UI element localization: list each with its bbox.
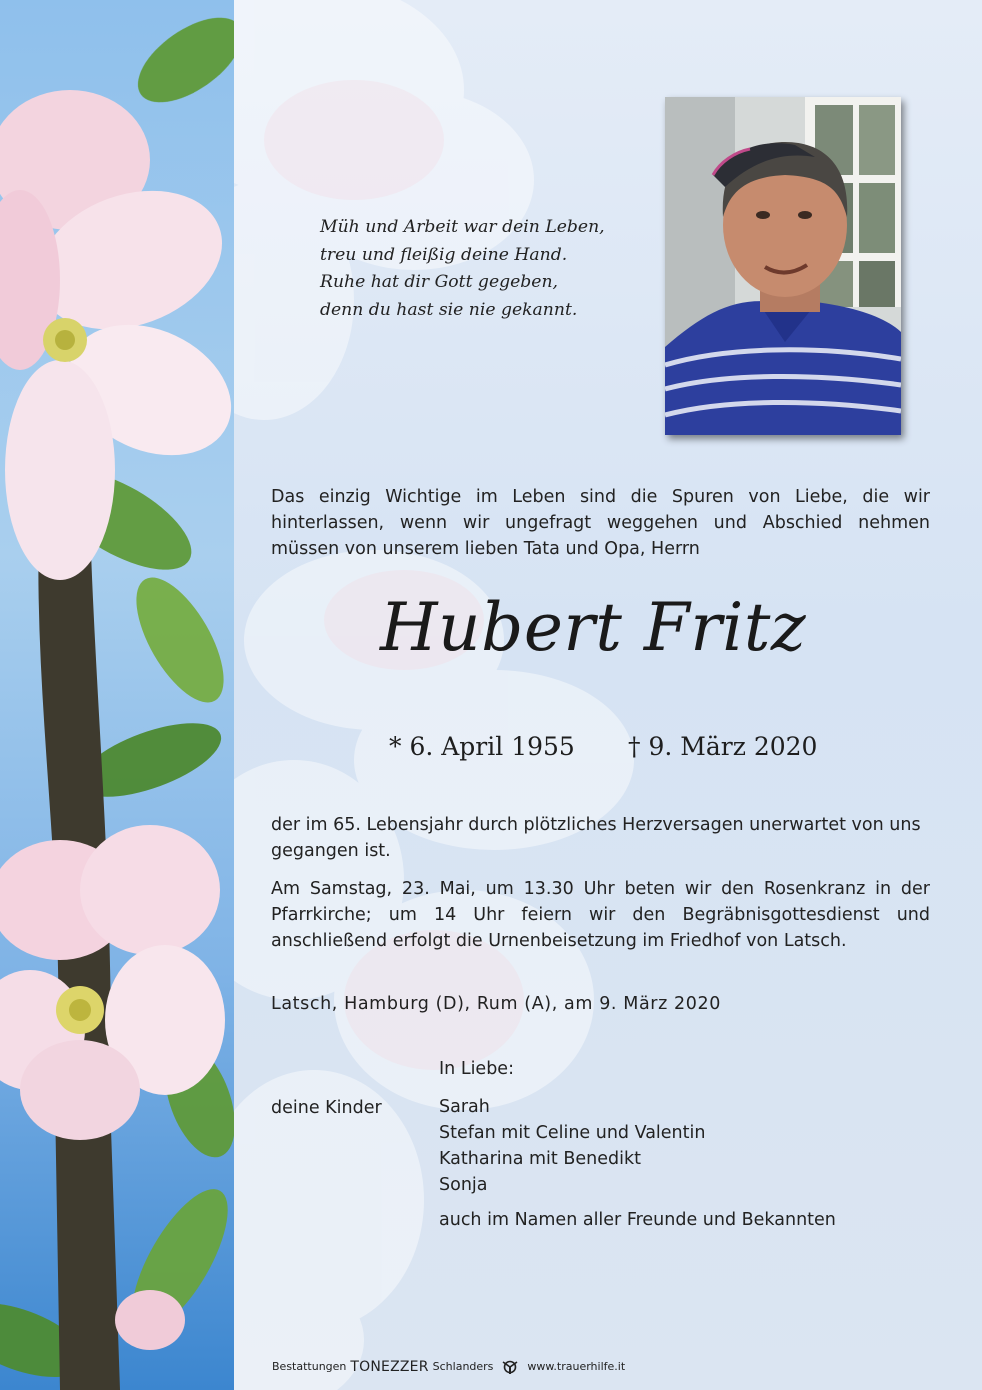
poem-line: denn du hast sie nie gekannt. [320,299,578,320]
funeral-details: Am Samstag, 23. Mai, um 13.30 Uhr beten wir den Rosenkranz in der Pfarrkirche; um 14 Uhr feiern wir den Begräbnisgottesdienst und anschließend erfolgt die Urnenbeisetzung im Friedhof von Latsch. [271,879,930,951]
in-love-label: In Liebe: [439,1059,514,1079]
list-item: Stefan mit Celine und Valentin [439,1123,706,1143]
birth-date: * 6. April 1955 [389,732,575,761]
poem-line: Müh und Arbeit war dein Leben, [320,217,605,237]
poem [320,214,640,324]
list-item: Sarah [439,1097,490,1117]
place-date: Latsch, Hamburg (D), Rum (A), am 9. März 2020 [271,994,721,1014]
blossom-photo-strip [0,0,234,1390]
death-date: † 9. März 2020 [628,732,818,761]
footer [272,1357,625,1377]
list-item: Katharina mit Benedikt [439,1149,641,1169]
list-item: Sonja [439,1175,488,1195]
friends-note: auch im Namen aller Freunde und Bekannten [439,1210,836,1230]
portrait-photo [665,97,901,435]
children-list [439,1094,705,1198]
footer-website[interactable]: www.trauerhilfe.it [527,1360,626,1373]
footer-prefix: Bestattungen [272,1360,347,1373]
intro-text: Das einzig Wichtige im Leben sind die Spuren von Liebe, die wir hinterlassen, wenn wir ungefragt weggehen und Abschied nehmen müssen von unserem lieben Tata und Opa, Herrn [271,487,930,559]
deceased-name: Hubert Fritz [380,589,807,666]
footer-town: Schlanders [432,1360,494,1373]
children-label: deine Kinder [271,1098,382,1118]
footer-brand: TONEZZER [350,1359,429,1375]
death-note: der im 65. Lebensjahr durch plötzliches Herzversagen unerwartet von uns gegangen ist. [271,815,921,861]
poem-line: treu und fleißig deine Hand. [320,244,568,265]
poem-line: Ruhe hat dir Gott gegeben, [320,272,558,292]
trauerhilfe-logo-icon [501,1359,519,1375]
